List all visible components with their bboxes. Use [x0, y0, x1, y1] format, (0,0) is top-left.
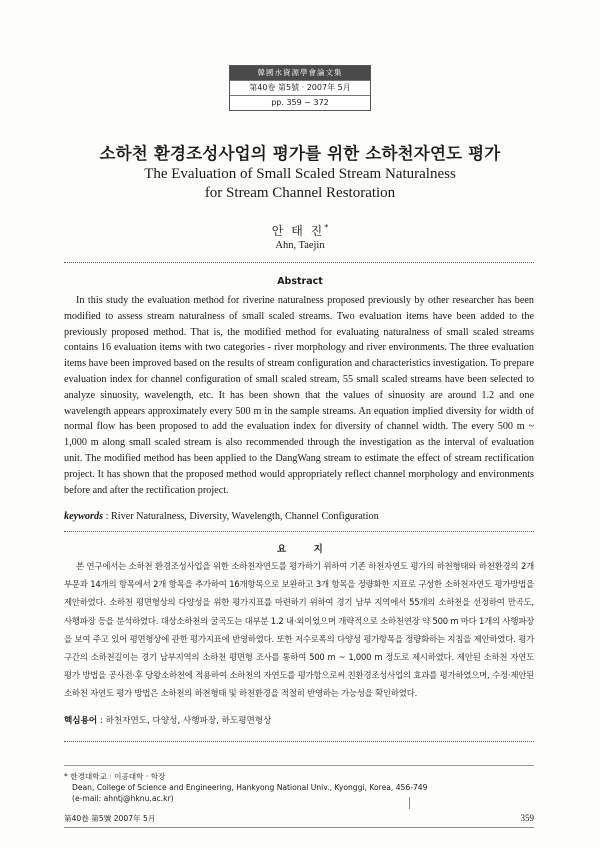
- footer-journal-issue: 第40卷 第5號 2007年 5月: [64, 814, 156, 823]
- title-english: [0, 165, 600, 203]
- keywords-korean-text: : 하천자연도, 다양성, 사행파장, 하도평면형상: [97, 716, 272, 726]
- journal-info-box: [229, 65, 371, 111]
- author-footnote: [64, 771, 534, 804]
- keywords-korean: [64, 714, 534, 726]
- abstract-heading: Abstract: [277, 276, 323, 287]
- author-korean: [0, 222, 600, 239]
- title-english-line2: for Stream Channel Restoration: [204, 185, 396, 201]
- author-english: Ahn, Taejin: [275, 240, 325, 251]
- footnote-affiliation-en: Dean, College of Science and Engineering, Hankyong National Univ., Kyonggi, Korea, 456-749: [72, 783, 428, 792]
- journal-name: 韓國水資源學會論文集: [230, 66, 370, 80]
- divider-middle: [64, 531, 534, 532]
- footnote-rule: [64, 765, 534, 766]
- journal-pages: pp. 359 ~ 372: [230, 95, 370, 110]
- keywords-english: [64, 511, 534, 522]
- abstract-body: In this study the evaluation method for riverine naturalness proposed previously by other researcher has been modified to assess stream naturalness of small scaled streams. Two evaluation items have been added to the previously proposed method. That is, the modified method for evaluating naturalness of small scaled streams contains 16 evaluation items with two categories - river morphology and river environments. The three evaluation items have been improved based on the results of stream configuration and characteristics investigation. To prepare evaluation index for channel configuration of small scaled stream, 55 small scaled streams have been selected to analyze sinuosity, wavelength, etc. It has been shown that the values of sinuosity are around 1.2 and one wavelength appears approximately every 500 m in the sample streams. An equation implied diversity for width of normal flow has been proposed to add the evaluation index for diversity of channel width. The every 500 m ~ 1,000 m along small scaled stream is also recommended through the investigation as the interval of evaluation unit. The modified method has been applied to the DangWang stream to estimate the effect of stream rectification project. It has shown that the proposed method would appropriately reflect channel morphology and environments before and after the rectification project.: [64, 295, 534, 496]
- title-korean: 소하천 환경조성사업의 평가를 위한 소하천자연도 평가: [99, 144, 501, 163]
- footnote-affiliation-ko: * 한경대학교 · 이공대학 · 학장: [64, 772, 166, 781]
- divider-bottom: [64, 741, 534, 742]
- footer-rule: [64, 827, 534, 828]
- journal-volume-issue: 第40卷 第5號 · 2007年 5月: [230, 80, 370, 95]
- footnote-email: (e-mail: ahntj@hknu.ac.kr): [72, 794, 174, 803]
- title-english-line1: The Evaluation of Small Scaled Stream Naturalness: [144, 166, 456, 182]
- author-footnote-mark: *: [324, 223, 329, 232]
- keywords-label: keywords: [64, 511, 104, 522]
- korean-abstract-body: 본 연구에서는 소하천 환경조성사업을 위한 소하천자연도를 평가하기 위하여 기존 하천자연도 평가의 하천형태와 하천환경의 2개 부문과 14개의 항목에서 2개 항목을 추가하여 16개항목으로 보완하고 3개 항목을 정량화한 지표로 구성한 소하천자연도 평가방법을 제안하였다. 소하천 평면형상의 다양성을 위한 평가지표를 마련하기 위하여 경기 남부 지역에서 55개의 소하천을 선정하여 만곡도, 사행파장 등을 분석하였다. 대상소하천의 굴곡도는 대부분 1.2 내·외이었으며 개략적으로 소하천연장 약 500 m 마다 1개의 사행파장을 보여 주고 있어 평면형상에 관한 평가지표에 반영하였다. 또한 저수로폭의 다양성 평가항목을 정량화하는 지침을 제안하였다. 평가 구간의 소하천길이는 경기 남부지역의 소하천 평면형 조사를 통하여 500 m ~ 1,000 m 정도로 제시하였다. 제안된 소하천 자연도 평가 방법을 공사전·후 당왕소하천에 적용하여 소하천의 자연도를 평가함으로써 친환경조성사업의 효과를 평가하였으며, 수정·제안된 소하천 자연도 평가 방법은 소하천의 하천형태 및 하천환경을 적절히 반영하는 가능성을 확인하였다.: [64, 561, 534, 699]
- page-footer: [64, 813, 534, 824]
- keywords-korean-label: 핵심용어: [64, 716, 98, 726]
- page-number: 359: [520, 813, 534, 823]
- author-korean-name: 안 태 진: [271, 224, 325, 238]
- margin-tick: [409, 797, 410, 809]
- keywords-text: : River Naturalness, Diversity, Wavelength, Channel Configuration: [103, 511, 379, 522]
- korean-abstract-heading: 요 지: [277, 544, 335, 555]
- divider-top: [64, 262, 534, 263]
